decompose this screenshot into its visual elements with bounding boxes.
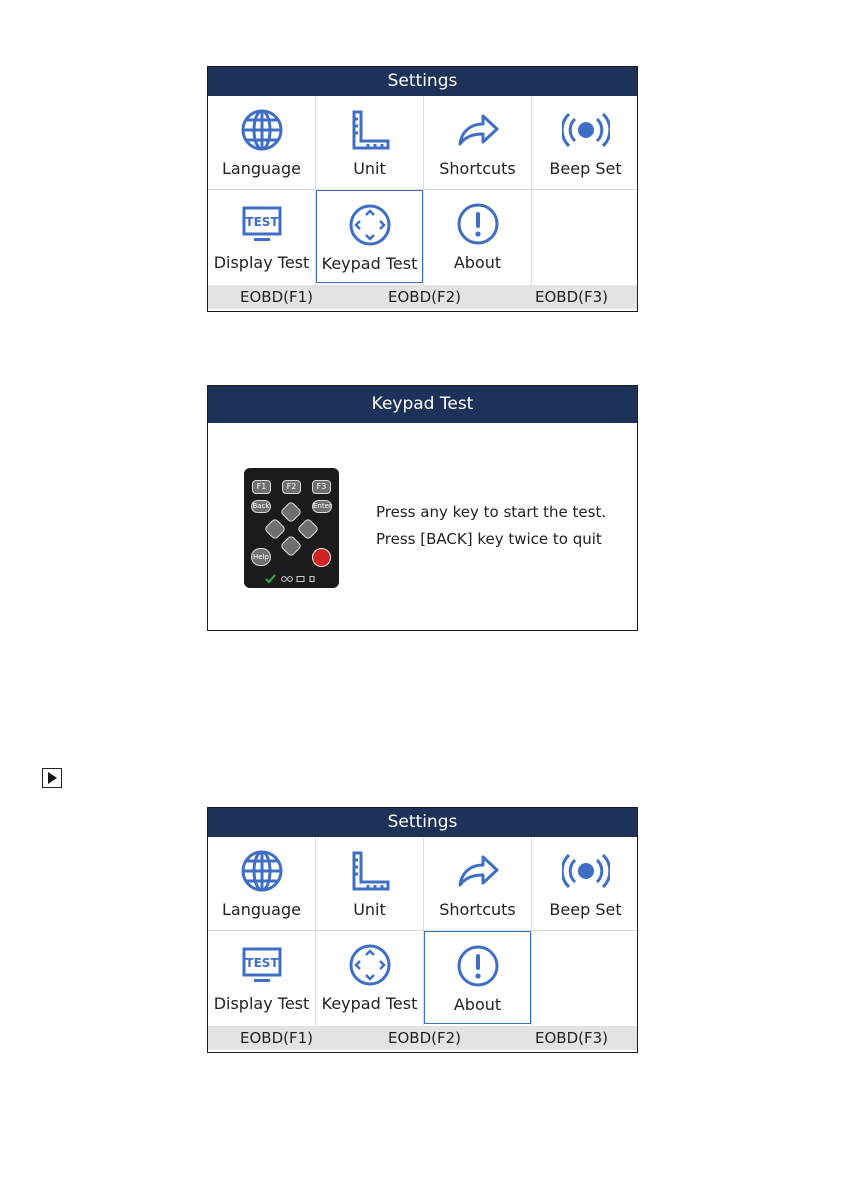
keypad-icon — [348, 943, 392, 987]
settings-item-label: Keypad Test — [321, 994, 418, 1013]
settings-item-label: Unit — [353, 900, 386, 919]
settings-item-keypad-test[interactable] — [316, 931, 423, 1024]
display-test-icon — [240, 202, 284, 246]
settings-item-label: Shortcuts — [439, 159, 516, 178]
settings-item-shortcuts[interactable] — [424, 96, 531, 189]
keypad-icon — [348, 203, 392, 247]
keypad-f1-key: F1 — [252, 480, 271, 494]
settings-grid — [208, 96, 637, 285]
info-icon — [456, 944, 500, 988]
settings-screen-1 — [207, 66, 638, 312]
function-key-bar — [208, 1026, 637, 1050]
keypad-back-key: Back — [251, 500, 271, 513]
settings-item-label: Keypad Test — [321, 254, 418, 273]
beep-icon — [562, 849, 610, 893]
settings-item-unit[interactable] — [316, 96, 423, 189]
settings-item-label: Beep Set — [549, 159, 622, 178]
settings-item-label: Display Test — [213, 253, 310, 272]
settings-item-display-test[interactable] — [208, 190, 315, 283]
svg-text:TEST: TEST — [244, 956, 279, 970]
keypad-help-key: Help — [251, 548, 271, 566]
settings-title: Settings — [208, 808, 637, 837]
f3-key[interactable]: EOBD(F3) — [535, 288, 609, 306]
settings-item-shortcuts[interactable] — [424, 837, 531, 930]
settings-item-language[interactable] — [208, 96, 315, 189]
f2-key[interactable]: EOBD(F2) — [388, 1029, 462, 1047]
settings-item-display-test[interactable] — [208, 931, 315, 1024]
certification-marks-icon — [244, 574, 339, 584]
settings-item-beep-set[interactable] — [532, 96, 639, 189]
keypad-enter-key: Enter — [312, 500, 332, 513]
keypad-up-key — [280, 501, 303, 524]
settings-item-label: Language — [222, 159, 301, 178]
settings-item-label: About — [453, 995, 502, 1014]
settings-item-label: Beep Set — [549, 900, 622, 919]
ruler-icon — [348, 849, 392, 893]
globe-icon — [240, 108, 284, 152]
keypad-test-body — [208, 423, 637, 630]
settings-item-beep-set[interactable] — [532, 837, 639, 930]
keypad-f2-key: F2 — [282, 480, 301, 494]
settings-item-label: About — [453, 253, 502, 272]
keypad-test-title: Keypad Test — [208, 386, 637, 423]
settings-item-about[interactable] — [424, 931, 531, 1024]
function-key-bar — [208, 285, 637, 309]
settings-item-label: Display Test — [213, 994, 310, 1013]
display-test-icon — [240, 943, 284, 987]
instruction-line-2: Press [BACK] key twice to quit — [376, 530, 602, 548]
settings-grid — [208, 837, 637, 1026]
f2-key[interactable]: EOBD(F2) — [388, 288, 462, 306]
settings-item-unit[interactable] — [316, 837, 423, 930]
info-icon — [456, 202, 500, 246]
globe-icon — [240, 849, 284, 893]
keypad-right-key — [297, 518, 320, 541]
f1-key[interactable]: EOBD(F1) — [240, 1029, 314, 1047]
keypad-f3-key: F3 — [312, 480, 331, 494]
keypad-down-key — [280, 535, 303, 558]
settings-item-label: Shortcuts — [439, 900, 516, 919]
keypad-test-screen — [207, 385, 638, 631]
share-arrow-icon — [456, 849, 500, 893]
beep-icon — [562, 108, 610, 152]
share-arrow-icon — [456, 108, 500, 152]
keypad-image — [244, 468, 339, 588]
ruler-icon — [348, 108, 392, 152]
settings-item-about[interactable] — [424, 190, 531, 283]
settings-screen-2 — [207, 807, 638, 1053]
f1-key[interactable]: EOBD(F1) — [240, 288, 314, 306]
keypad-power-key — [312, 548, 331, 567]
settings-item-language[interactable] — [208, 837, 315, 930]
keypad-left-key — [264, 518, 287, 541]
settings-title: Settings — [208, 67, 637, 96]
settings-item-label: Unit — [353, 159, 386, 178]
play-icon — [42, 768, 62, 788]
f3-key[interactable]: EOBD(F3) — [535, 1029, 609, 1047]
instruction-line-1: Press any key to start the test. — [376, 503, 607, 521]
settings-item-keypad-test[interactable] — [316, 190, 423, 283]
settings-item-label: Language — [222, 900, 301, 919]
svg-text:TEST: TEST — [244, 215, 279, 229]
